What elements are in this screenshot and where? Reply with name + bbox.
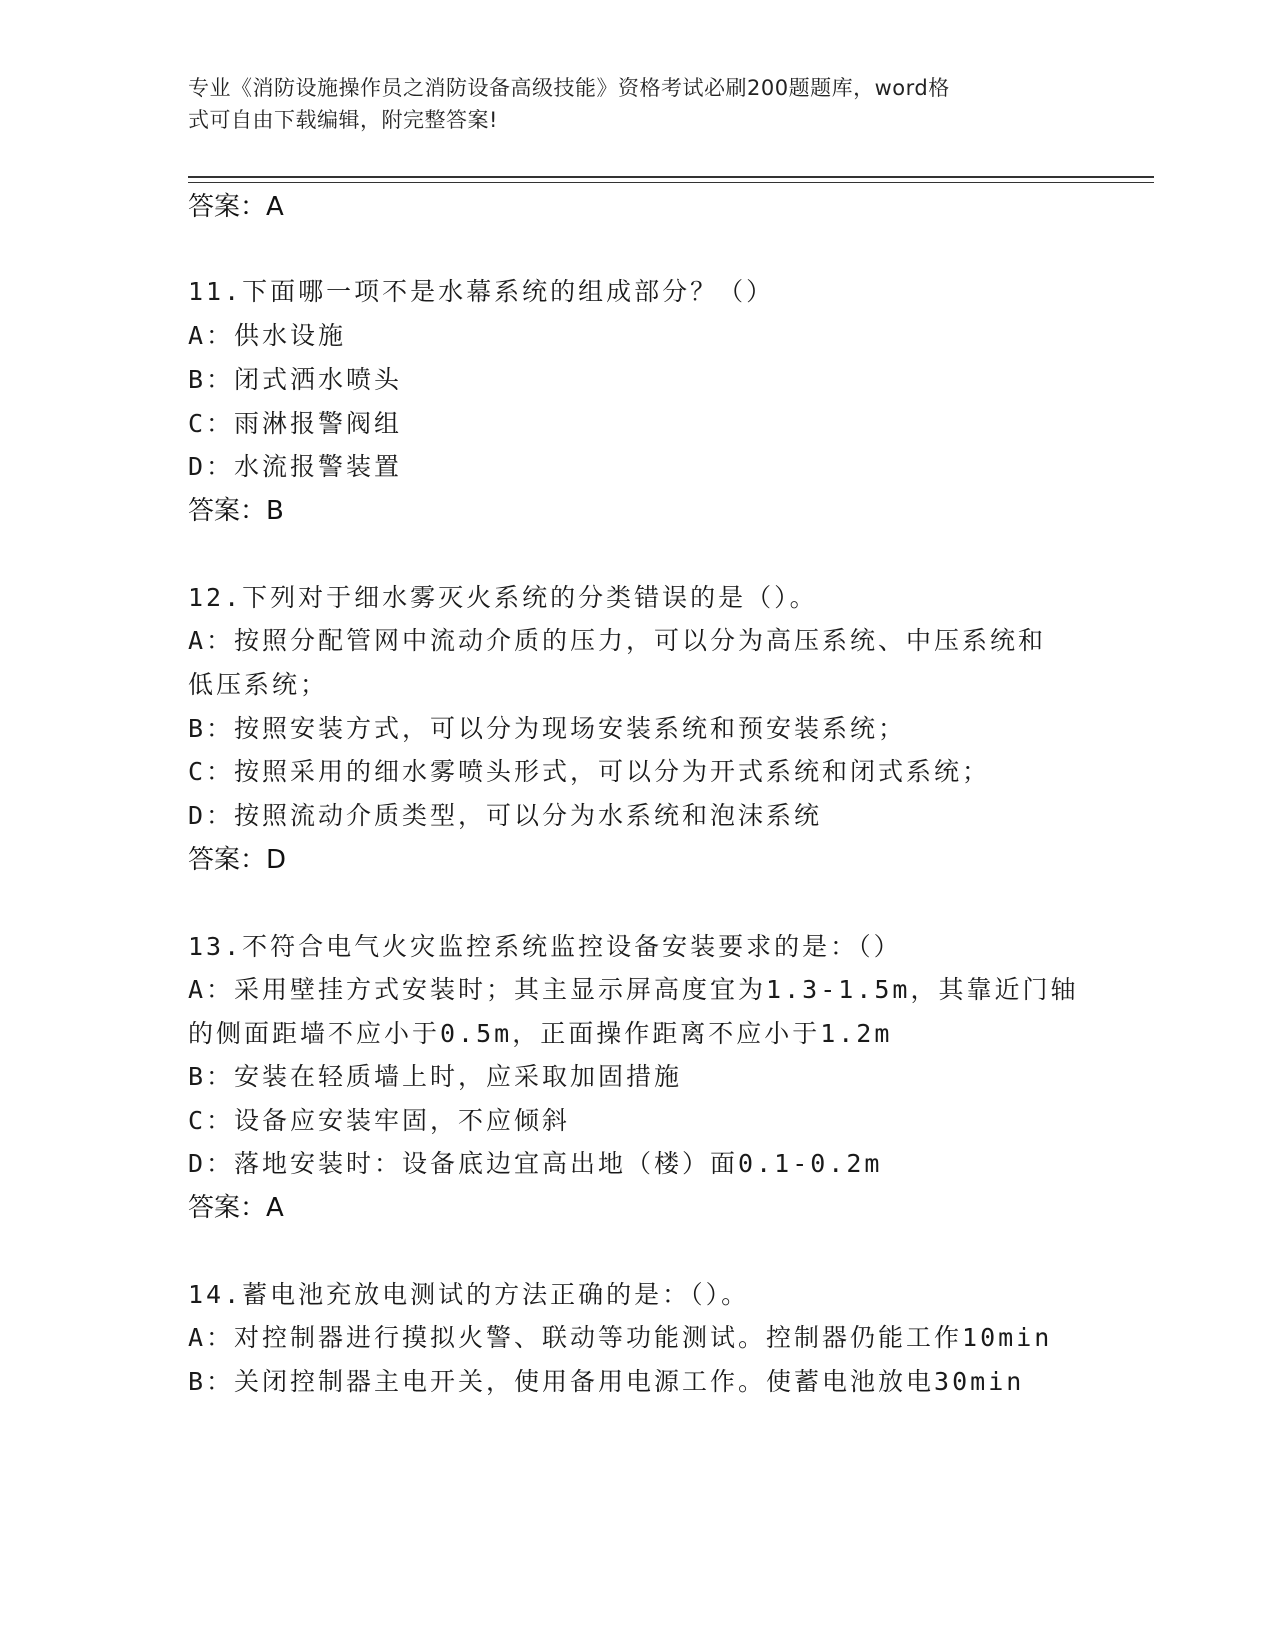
header-divider <box>188 176 1154 178</box>
question-12: 12.下列对于细水雾灭火系统的分类错误的是（）。 <box>188 583 818 612</box>
header-divider-thin <box>188 182 1154 183</box>
question-11: 11.下面哪一项不是水幕系统的组成部分？（） <box>188 277 775 306</box>
q11-option-a: A：供水设施 <box>188 321 347 350</box>
q12-option-d: D：按照流动介质类型，可以分为水系统和泡沫系统 <box>188 801 823 830</box>
q13-option-b: B：安装在轻质墙上时，应采取加固措施 <box>188 1062 683 1091</box>
q11-answer: 答案：B <box>188 496 284 526</box>
q11-option-b: B：闭式洒水喷头 <box>188 365 403 394</box>
header-line-1: 专业《消防设施操作员之消防设备高级技能》资格考试必刷200题题库，word格 <box>188 76 950 100</box>
answer-previous: 答案：A <box>188 192 284 222</box>
header-line-2: 式可自由下载编辑，附完整答案! <box>188 108 498 132</box>
question-14: 14.蓄电池充放电测试的方法正确的是：（）。 <box>188 1280 750 1309</box>
q13-option-c: C：设备应安装牢固，不应倾斜 <box>188 1106 571 1135</box>
q12-option-a-cont: 低压系统； <box>188 670 329 699</box>
question-13: 13.不符合电气火灾监控系统监控设备安装要求的是：（） <box>188 932 902 961</box>
q13-option-d: D：落地安装时：设备底边宜高出地（楼）面0.1-0.2m <box>188 1149 883 1178</box>
q12-option-b: B：按照安装方式，可以分为现场安装系统和预安装系统； <box>188 714 907 743</box>
q13-answer: 答案：A <box>188 1193 284 1223</box>
q12-option-a: A：按照分配管网中流动介质的压力，可以分为高压系统、中压系统和 <box>188 626 1047 655</box>
q14-option-a: A：对控制器进行摸拟火警、联动等功能测试。控制器仍能工作10min <box>188 1323 1053 1352</box>
q13-option-a: A：采用壁挂方式安装时；其主显示屏高度宜为1.3-1.5m，其靠近门轴 <box>188 975 1079 1004</box>
q13-option-a-cont: 的侧面距墙不应小于0.5m，正面操作距离不应小于1.2m <box>188 1019 893 1048</box>
q11-option-d: D：水流报警装置 <box>188 452 403 481</box>
q11-option-c: C：雨淋报警阀组 <box>188 409 403 438</box>
q12-option-c: C：按照采用的细水雾喷头形式，可以分为开式系统和闭式系统； <box>188 757 991 786</box>
q14-option-b: B：关闭控制器主电开关，使用备用电源工作。使蓄电池放电30min <box>188 1367 1025 1396</box>
document-header <box>188 72 1068 136</box>
q12-answer: 答案：D <box>188 845 287 875</box>
